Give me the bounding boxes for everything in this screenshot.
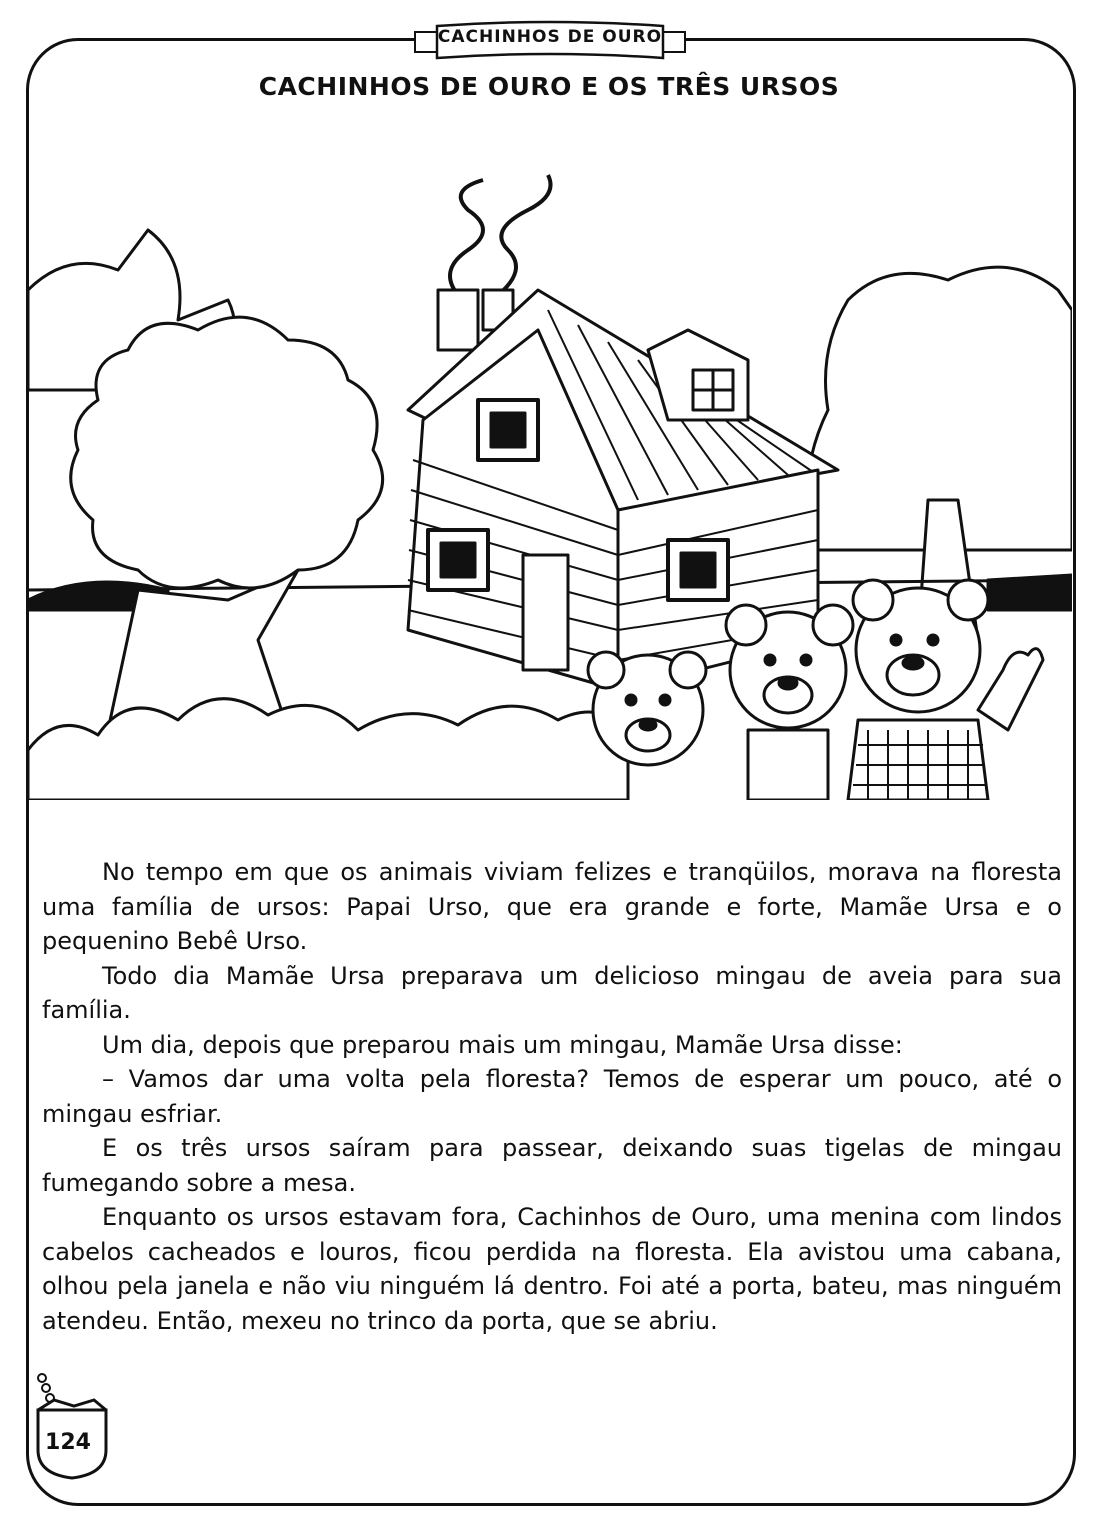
page-title: CACHINHOS DE OURO E OS TRÊS URSOS bbox=[258, 72, 840, 101]
story-paragraph: Um dia, depois que preparou mais um mingau, Mamãe Ursa disse: bbox=[102, 1030, 903, 1059]
story-paragraph: – Vamos dar uma volta pela floresta? Temos de esperar um pouco, até o mingau esfriar. bbox=[42, 1065, 1062, 1128]
story-paragraph: Todo dia Mamãe Ursa preparava um delicioso mingau de aveia para sua família. bbox=[42, 961, 1062, 1024]
story-text bbox=[42, 855, 1062, 1338]
story-paragraph: E os três ursos saíram para passear, deixando suas tigelas de mingau fumegando sobre a mesa. bbox=[42, 1134, 1062, 1197]
page-number-shield bbox=[34, 1370, 110, 1480]
banner-label: CACHINHOS DE OURO bbox=[437, 27, 663, 47]
story-paragraph: Enquanto os ursos estavam fora, Cachinhos de Ouro, uma menina com lindos cabelos cacheados e louros, ficou perdida na floresta. Ela avistou uma cabana, olhou pela janela e não viu ninguém lá dentro. Foi até a porta, bateu, mas ninguém atendeu. Então, mexeu no trinco da porta, que se abriu. bbox=[42, 1203, 1062, 1335]
page-number: 124 bbox=[45, 1430, 91, 1455]
illustration-cabin-with-bears bbox=[28, 170, 1072, 800]
story-paragraph: No tempo em que os animais viviam felizes e tranqüilos, morava na floresta uma família de ursos: Papai Urso, que era grande e forte, Mamãe Ursa e o pequenino Bebê Urso. bbox=[42, 858, 1062, 955]
